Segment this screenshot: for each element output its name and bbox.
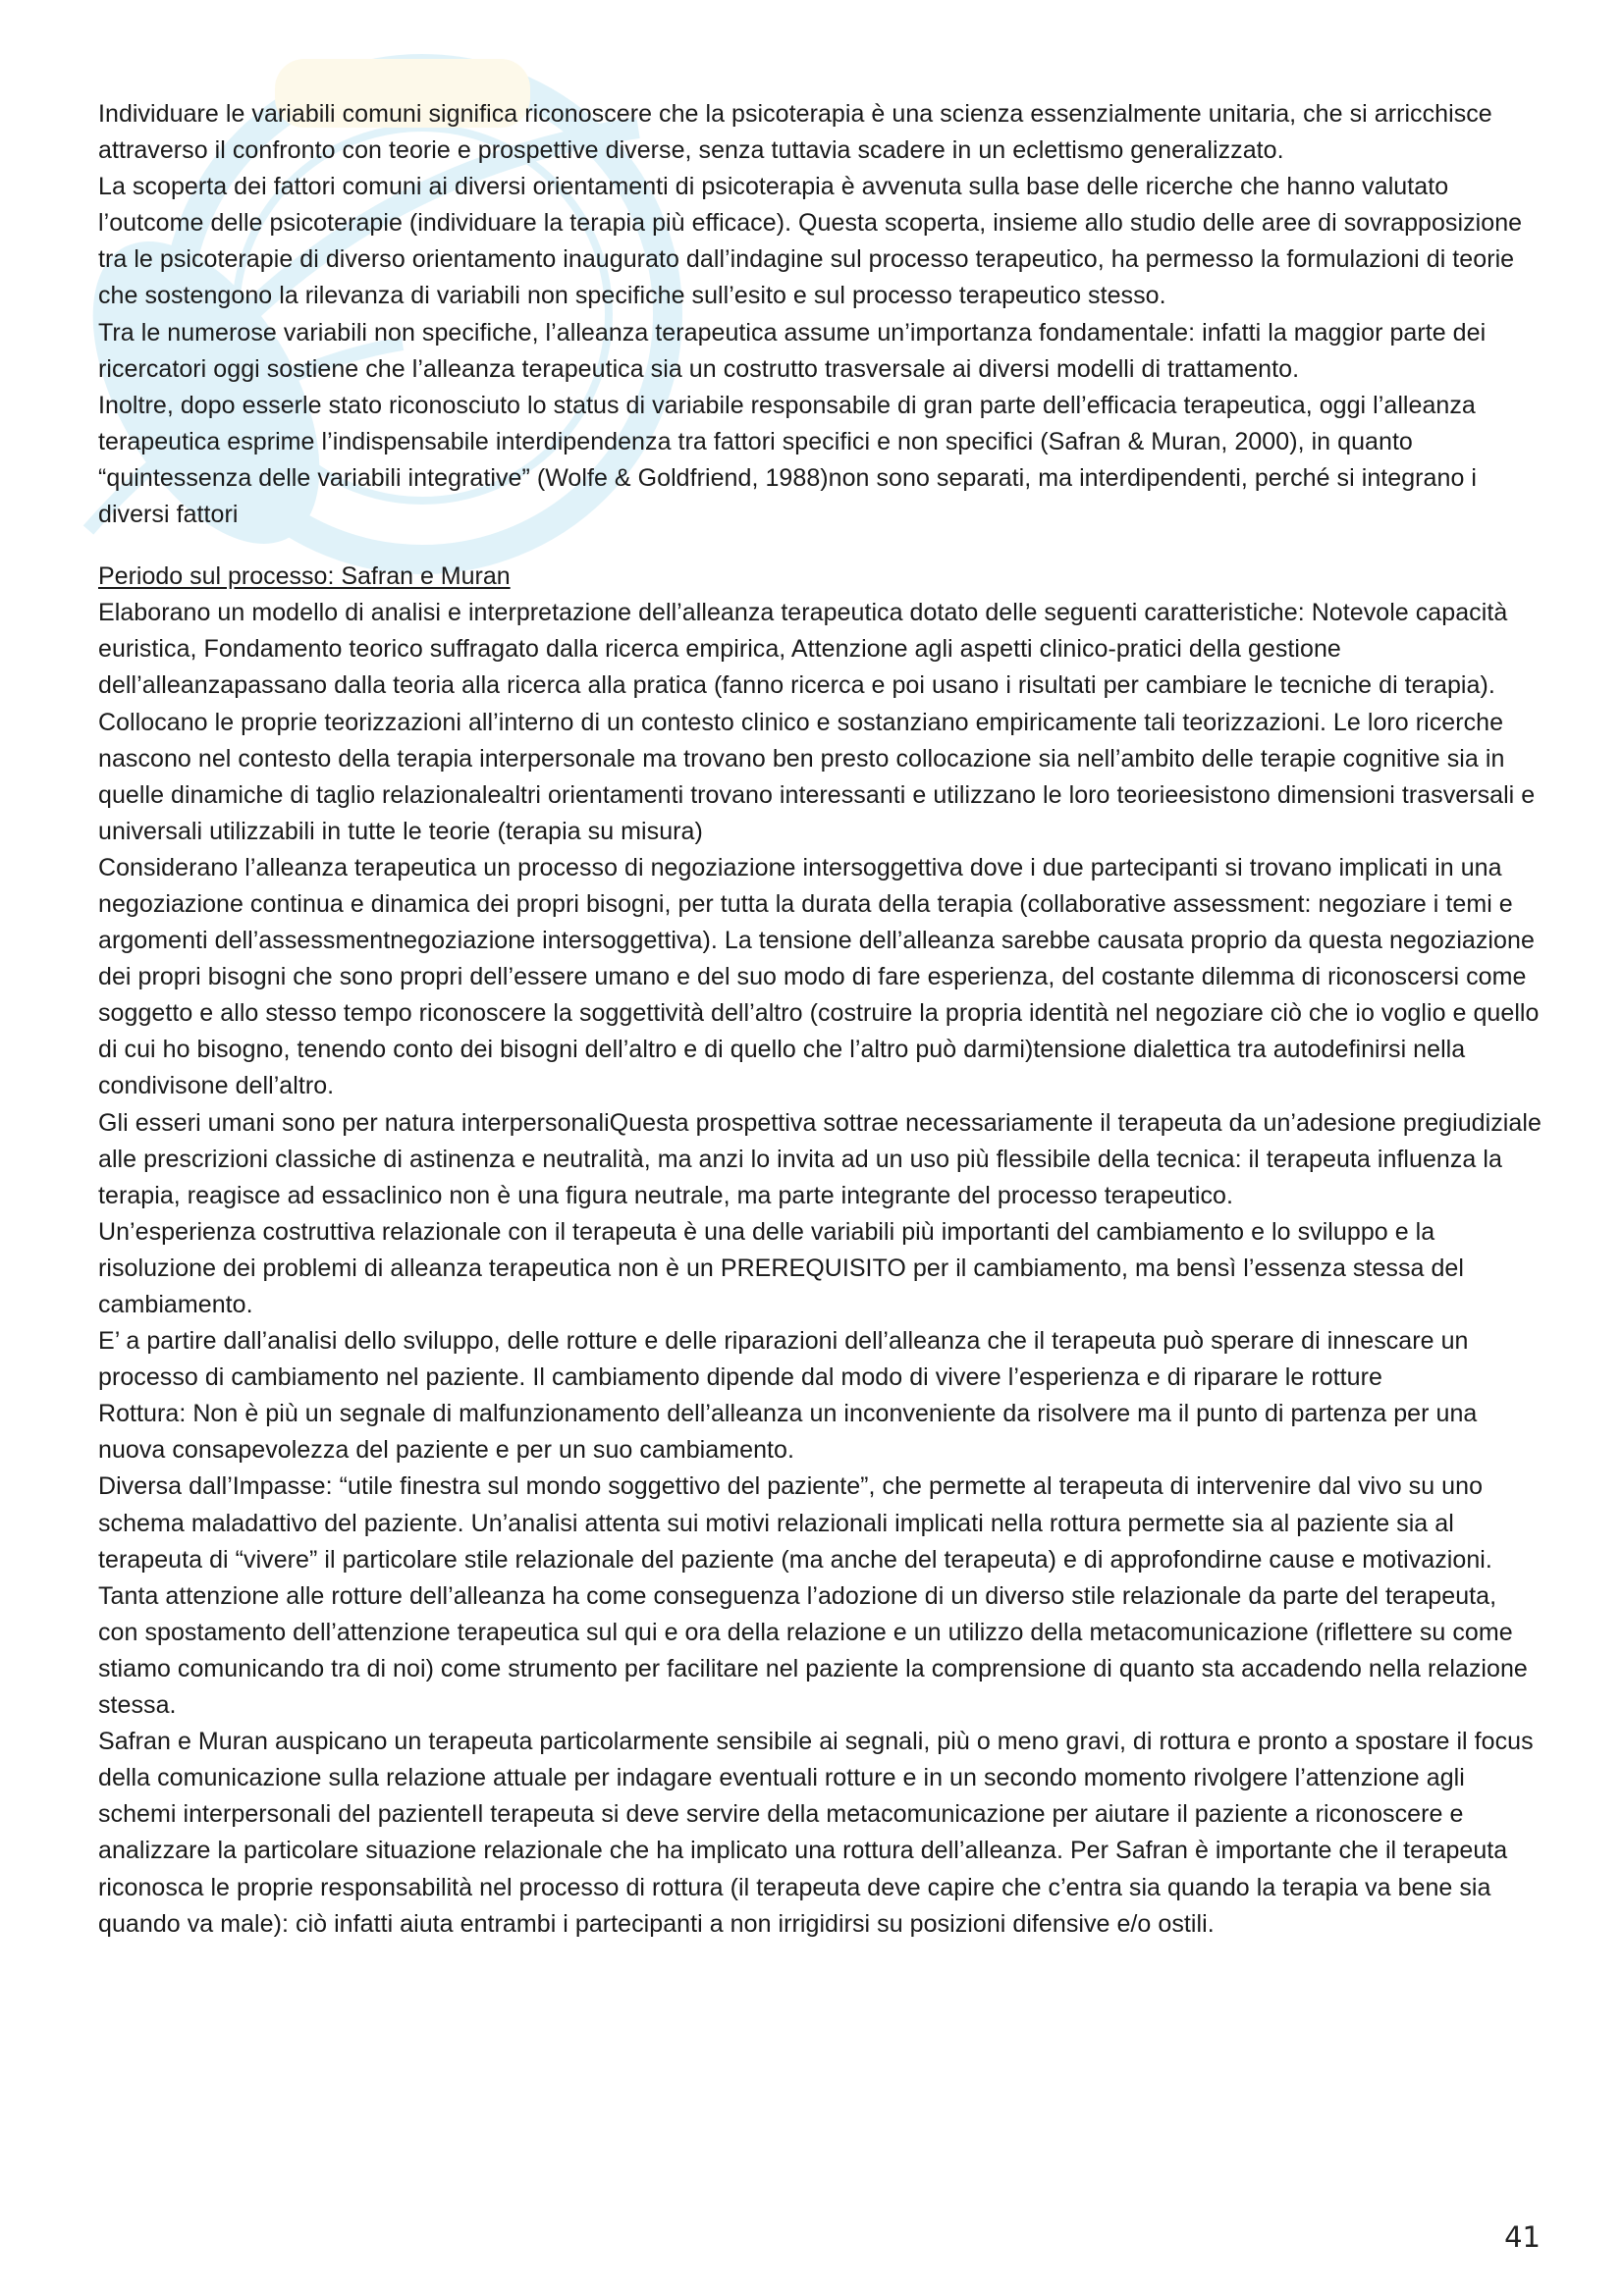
paragraph: E’ a partire dall’analisi dello sviluppo, delle rotture e delle riparazioni dell’alleanza che il terapeuta può sperare di innescare un processo di cambiamento nel paziente. Il cambiamento dipende dal modo di vivere l’esperienza e di riparare le rotture [98,1327,1469,1392]
paragraph: La scoperta dei fattori comuni ai diversi orientamenti di psicoterapia è avvenuta sulla base delle ricerche che hanno valutato l’outcome delle psicoterapie (individuare la terapia più efficace). Questa scoperta, insieme allo studio delle aree di sovrapposizione tra le psicoterapie di diverso orientamento inaugurato dall’indagine sul processo terapeutico, ha permesso la formulazioni di teorie che sostengono la rilevanza di variabili non specifiche sull’esito e sul processo terapeutico stesso. [98,173,1523,310]
paragraph: Tra le numerose variabili non specifiche, l’alleanza terapeutica assume un’importanza fondamentale: infatti la maggior parte dei ricercatori oggi sostiene che l’alleanza terapeutica sia un costrutto trasversale ai diversi modelli di trattamento. [98,318,1487,383]
paragraph: Safran e Muran auspicano un terapeuta particolarmente sensibile ai segnali, più o meno gravi, di rottura e pronto a spostare il focus della comunicazione sulla relazione attuale per indagare eventuali rotture e in un secondo momento rivolgere l’attenzione agli schemi interpersonali del pazienteIl terapeuta si deve servire della metacomunicazione per aiutare il paziente a riconoscere e analizzare la particolare situazione relazionale che ha implicato una rottura dell’alleanza. Per Safran è importante che il terapeuta riconosca le proprie responsabilità nel processo di rottura (il terapeuta deve capire che c’entra sia quando la terapia va bene sia quando va male): ciò infatti aiuta entrambi i partecipanti a non irrigidirsi su posizioni difensive e/o ostili. [98,1728,1534,1938]
section-heading: Periodo sul processo: Safran e Muran [98,562,511,591]
page-number: 41 [1504,2220,1541,2254]
paragraph: Rottura: Non è più un segnale di malfunzionamento dell’alleanza un inconveniente da risolvere ma il punto di partenza per una nuova consapevolezza del paziente e per un suo cambiamento. [98,1400,1478,1465]
paragraph: Gli esseri umani sono per natura interpersonaliQuesta prospettiva sottrae necessariamente il terapeuta da un’adesione pregiudiziale alle prescrizioni classiche di astinenza e neutralità, ma anzi lo invita ad un uso più flessibile della tecnica: il terapeuta influenza la terapia, reagisce ad essaclinico non è una figura neutrale, ma parte integrante del processo terapeutico. [98,1108,1542,1209]
paragraph: Diversa dall’Impasse: “utile finestra sul mondo soggettivo del paziente”, che permette al terapeuta di intervenire dal vivo su uno schema maladattivo del paziente. Un’analisi attenta sui motivi relazionali implicati nella rottura permette sia al paziente sia al terapeuta di “vivere” il particolare stile relazionale del paziente (ma anche del terapeuta) e di approfondirne cause e motivazioni. Tanta attenzione alle rotture dell’alleanza ha come conseguenza l’adozione di un diverso stile relazionale da parte del terapeuta, con spostamento dell’attenzione terapeutica sul qui e ora della relazione e un utilizzo della metacomunicazione (riflettere su come stiamo comunicando tra di noi) come strumento per facilitare nel paziente la comprensione di quanto sta accadendo nella relazione stessa. [98,1472,1528,1720]
paragraph: Elaborano un modello di analisi e interpretazione dell’alleanza terapeutica dotato delle seguenti caratteristiche: Notevole capacità euristica, Fondamento teorico suffragato dalla ricerca empirica, Attenzione agli aspetti clinico-pratici della gestione dell’alleanzapassano dalla teoria alla ricerca alla pratica (fanno ricerca e poi usano i risultati per cambiare le tecniche di terapia). [98,599,1508,700]
paragraph: Collocano le proprie teorizzazioni all’interno di un contesto clinico e sostanziano empiricamente tali teorizzazioni. Le loro ricerche nascono nel contesto della terapia interpersonale ma trovano ben presto collocazione sia nell’ambito delle terapie cognitive sia in quelle dinamiche di taglio relazionalealtri orientamenti trovano interessanti e utilizzano le loro teorieesistono dimensioni trasversali e universali utilizzabili in tutte le teorie (terapia su misura) [98,708,1536,845]
paragraph: Considerano l’alleanza terapeutica un processo di negoziazione intersoggettiva dove i due partecipanti si trovano implicati in una negoziazione continua e dinamica dei propri bisogni, per tutta la durata della terapia (collaborative assessment: negoziare i temi e argomenti dell’assessmentnegoziazione intersoggettiva). La tensione dell’alleanza sarebbe causata proprio da questa negoziazione dei propri bisogni che sono propri dell’essere umano e del suo modo di fare esperienza, del costante dilemma di riconoscersi come soggetto e allo stesso tempo riconoscere la soggettività dell’altro (costruire la propria identità nel negoziare ciò che io voglio e quello di cui ho bisogno, tenendo conto dei bisogni dell’altro e di quello che l’altro può darmi)tensione dialettica tra autodefinirsi nella condivisone dell’altro. [98,853,1540,1100]
paragraph: Un’esperienza costruttiva relazionale con il terapeuta è una delle variabili più importanti del cambiamento e lo sviluppo e la risoluzione dei problemi di alleanza terapeutica non è un PREREQUISITO per il cambiamento, ma bensì l’essenza stessa del cambiamento. [98,1217,1464,1318]
paragraph: Inoltre, dopo esserle stato riconosciuto lo status di variabile responsabile di gran parte dell’efficacia terapeutica, oggi l’alleanza terapeutica esprime l’indispensabile interdipendenza tra fattori specifici e non specifici (Safran & Muran, 2000), in quanto “quintessenza delle variabili integrative” (Wolfe & Goldfriend, 1988)non sono separati, ma interdipendenti, perché si integrano i diversi fattori [98,391,1478,529]
document-body [98,96,1542,1943]
paragraph: Individuare le variabili comuni significa riconoscere che la psicoterapia è una scienza essenzialmente unitaria, che si arricchisce attraverso il confronto con teorie e prospettive diverse, senza tuttavia scadere in un eclettismo generalizzato. [98,100,1492,165]
